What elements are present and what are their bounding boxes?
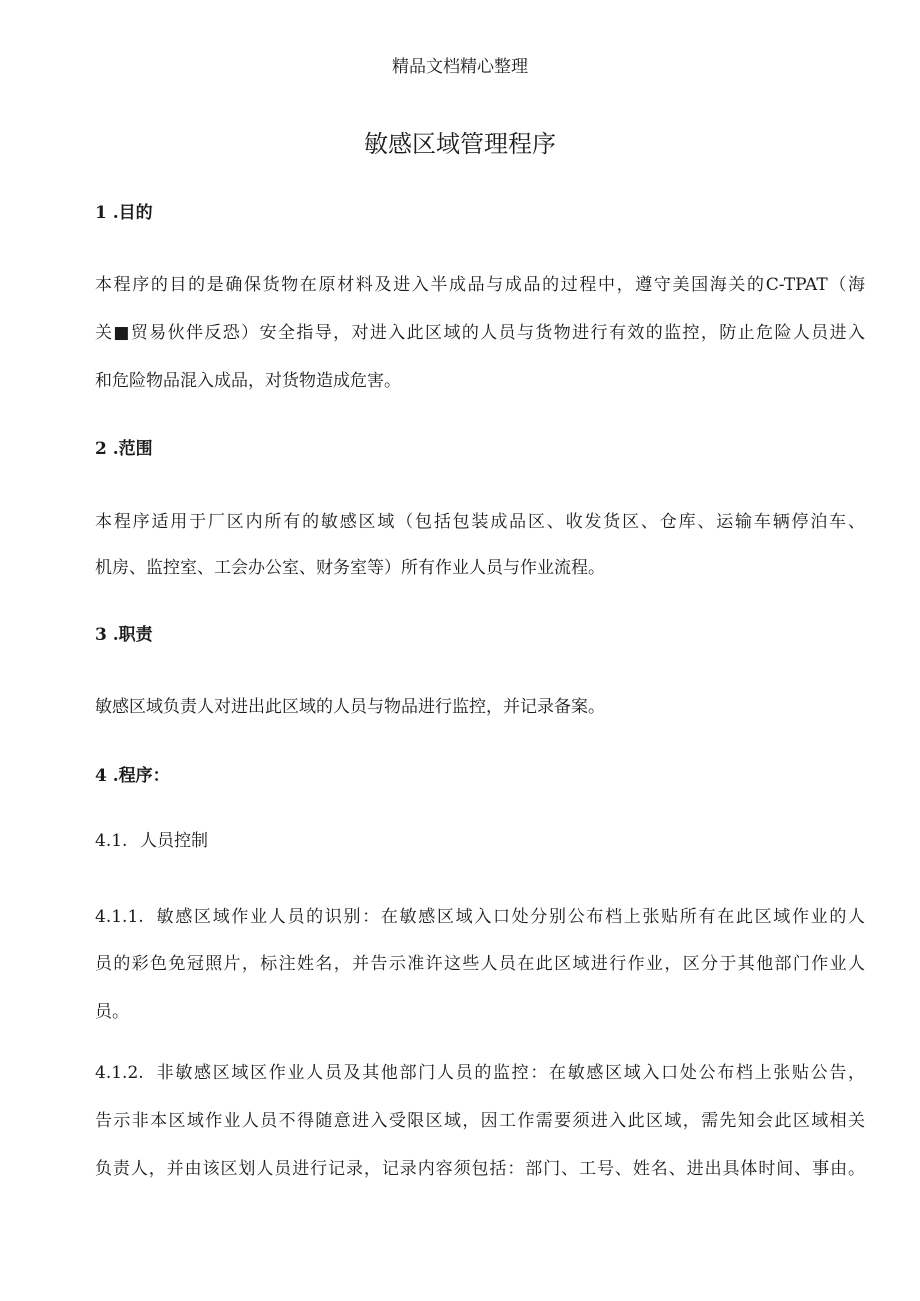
section-heading-purpose: 1 .目的 [95,203,153,223]
scope-line-1: 本程序适用于厂区内所有的敏感区域（包括包装成品区、收发货区、仓库、运输车辆停泊车、 [95,512,865,532]
item-4-1-2-line-3: 负责人，并由该区划人员进行记录，记录内容须包括：部门、工号、姓名、进出具体时间、事由。 [95,1159,865,1179]
item-4-1-2-line-2: 告示非本区域作业人员不得随意进入受限区域，因工作需要须进入此区域，需先知会此区域相关 [95,1111,865,1131]
scope-line-2: 机房、监控室、工会办公室、财务室等）所有作业人员与作业流程。 [95,558,605,578]
item-4-1-1-text: 敏感区域作业人员的识别：在敏感区域入口处分别公布档上张贴所有在此区域作业的人 [155,907,865,927]
purpose-line-2: 关■贸易伙伴反恐）安全指导，对进入此区域的人员与货物进行有效的监控，防止危险人员进入 [95,323,865,343]
item-4-1-1-line-1 [95,902,865,927]
item-4-1-2-number: 4.1.2. [95,1063,144,1083]
section-heading-procedure: 4 .程序： [95,766,170,786]
sub-heading-personnel-control [95,826,208,851]
section-heading-scope: 2 .范围 [95,439,153,459]
purpose-line-1: 本程序的目的是确保货物在原材料及进入半成品与成品的过程中，遵守美国海关的C-TPAT（海 [95,275,865,295]
watermark-text: 精品文档精心整理 [392,57,528,77]
sub-heading-number: 4.1. [95,831,128,851]
responsibility-line-1: 敏感区域负责人对进出此区域的人员与物品进行监控，并记录备案。 [95,697,605,717]
sub-heading-label: 人员控制 [140,831,208,851]
item-4-1-1-line-2: 员的彩色免冠照片，标注姓名，并告示准许这些人员在此区域进行作业，区分于其他部门作业人 [95,954,865,974]
document-title: 敏感区域管理程序 [364,130,556,158]
purpose-line-3: 和危险物品混入成品，对货物造成危害。 [95,371,401,391]
section-heading-responsibility: 3 .职责 [95,625,153,645]
item-4-1-2-line-1 [95,1058,865,1083]
item-4-1-1-line-3: 员。 [95,1002,129,1022]
item-4-1-1-number: 4.1.1. [95,907,144,927]
item-4-1-2-text: 非敏感区域区作业人员及其他部门人员的监控：在敏感区域入口处公布档上张贴公告， [155,1063,865,1083]
